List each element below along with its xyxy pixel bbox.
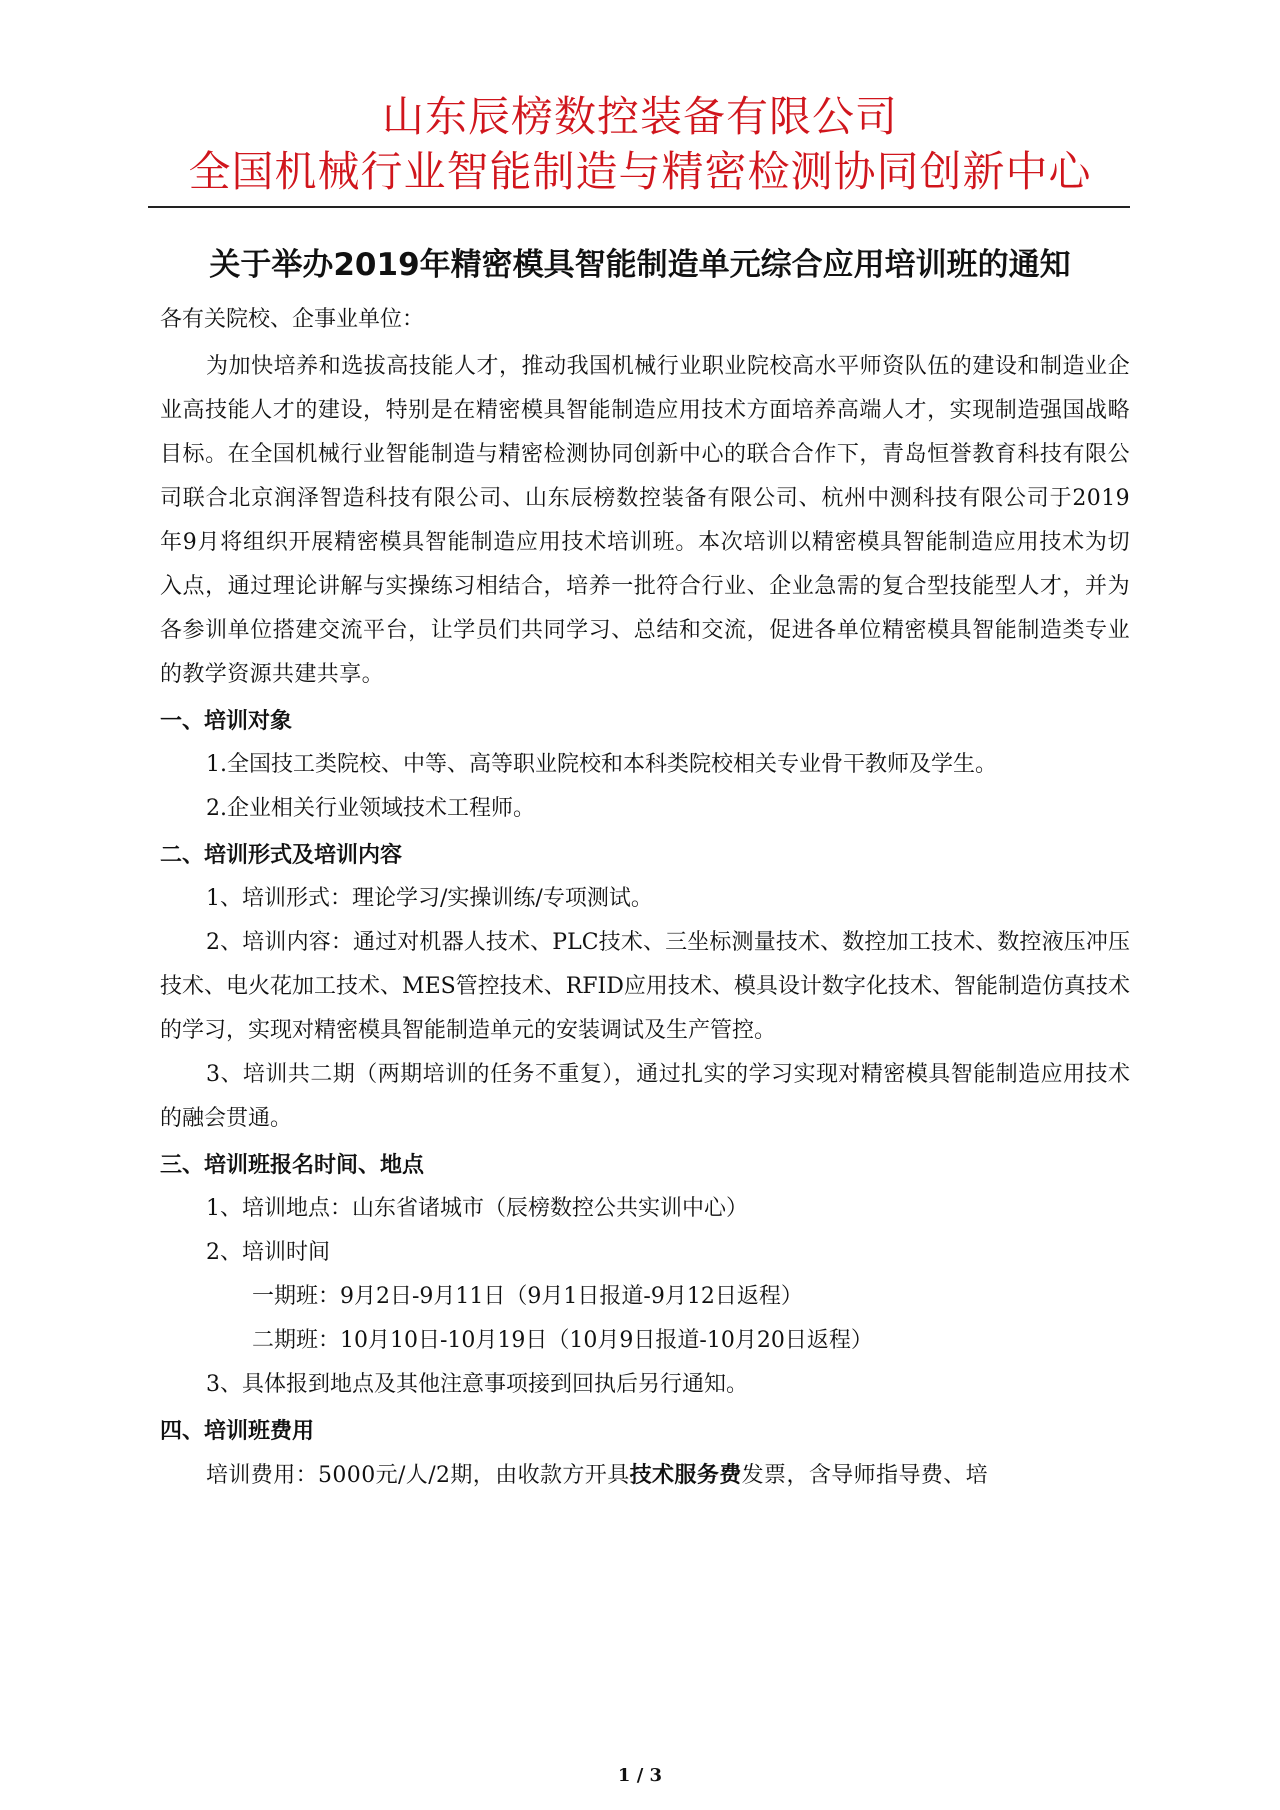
fee-suffix: 发票，含导师指导费、培	[741, 1463, 989, 1488]
list-item: 1、培训形式：理论学习/实操训练/专项测试。	[206, 886, 653, 911]
page-number: 1 / 3	[617, 1765, 663, 1786]
intro-paragraph: 为加快培养和选拔高技能人才，推动我国机械行业职业院校高水平师资队伍的建设和制造业企业高技能人才的建设，特别是在精密模具智能制造应用技术方面培养高端人才，实现制造强国战略目标。在全国机械行业智能制造与精密检测协同创新中心的联合合作下，青岛恒誉教育科技有限公司联合北京润泽智造科技有限公司、山东辰榜数控装备有限公司、杭州中测科技有限公司于2019年9月将组织开展精密模具智能制造应用技术培训班。本次培训以精密模具智能制造应用技术为切入点，通过理论讲解与实操练习相结合，培养一批符合行业、企业急需的复合型技能型人才，并为各参训单位搭建交流平台，让学员们共同学习、总结和交流，促进各单位精密模具智能制造类专业的教学资源共建共享。	[160, 354, 1130, 687]
center-name: 全国机械行业智能制造与精密检测协同创新中心	[188, 147, 1092, 196]
section-heading-2: 二、培训形式及培训内容	[160, 843, 403, 868]
list-item: 2.企业相关行业领域技术工程师。	[206, 796, 535, 821]
fee-invoice-type: 技术服务费	[629, 1462, 742, 1488]
section-heading-4: 四、培训班费用	[160, 1419, 315, 1444]
list-item: 3、培训共二期（两期培训的任务不重复），通过扎实的学习实现对精密模具智能制造应用技术的融会贯通。	[160, 1062, 1130, 1131]
schedule-item: 二期班：10月10日-10月19日（10月9日报道-10月20日返程）	[252, 1328, 873, 1353]
list-item: 1、培训地点：山东省诸城市（辰榜数控公共实训中心）	[206, 1196, 748, 1221]
list-item: 2、培训时间	[206, 1240, 330, 1265]
header-rule	[148, 206, 1130, 208]
greeting: 各有关院校、企事业单位：	[160, 307, 425, 332]
letterhead	[0, 90, 1280, 200]
notice-body	[160, 305, 1130, 1498]
list-item: 1.全国技工类院校、中等、高等职业院校和本科类院校相关专业骨干教师及学生。	[206, 752, 997, 777]
company-name: 山东辰榜数控装备有限公司	[381, 92, 898, 141]
notice-title: 关于举办2019年精密模具智能制造单元综合应用培训班的通知	[209, 247, 1071, 283]
list-item: 3、具体报到地点及其他注意事项接到回执后另行通知。	[206, 1372, 748, 1397]
section-heading-3: 三、培训班报名时间、地点	[160, 1153, 425, 1178]
fee-paragraph	[160, 1453, 1130, 1498]
list-item: 2、培训内容：通过对机器人技术、PLC技术、三坐标测量技术、数控加工技术、数控液压冲压技术、电火花加工技术、MES管控技术、RFID应用技术、模具设计数字化技术、智能制造仿真技术的学习，实现对精密模具智能制造单元的安装调试及生产管控。	[160, 930, 1130, 1043]
section-heading-1: 一、培训对象	[160, 709, 293, 734]
fee-prefix: 培训费用：5000元/人/2期，由收款方开具	[206, 1463, 630, 1488]
schedule-item: 一期班：9月2日-9月11日（9月1日报道-9月12日返程）	[252, 1284, 803, 1309]
